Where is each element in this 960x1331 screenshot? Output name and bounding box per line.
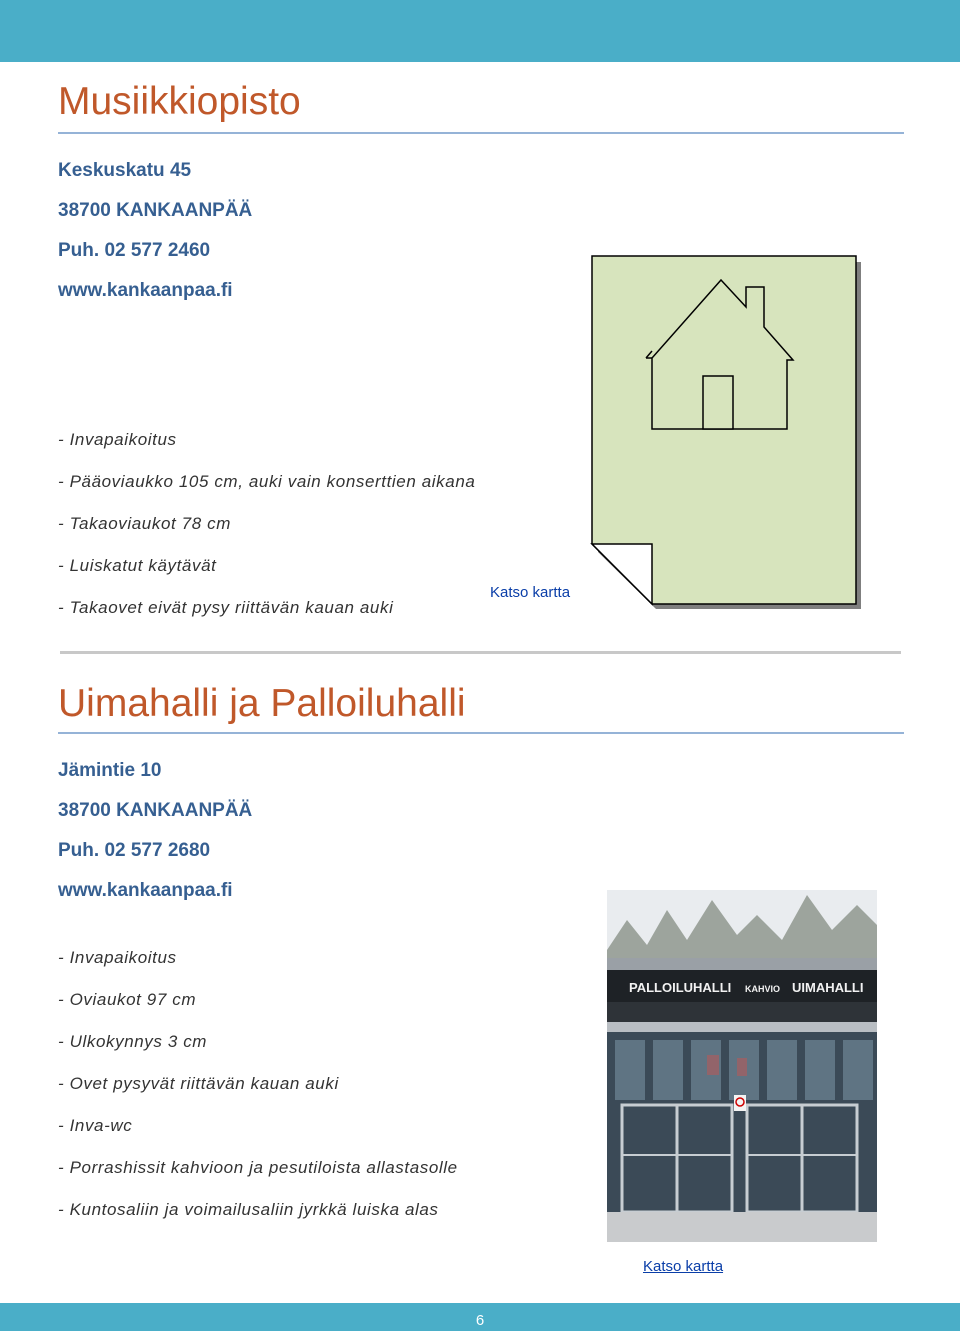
image-placeholder bbox=[588, 252, 866, 612]
section1-city: 38700 KANKAANPÄÄ bbox=[58, 200, 253, 221]
section2-feature: - Invapaikoitus bbox=[58, 948, 177, 967]
section2-title-rule bbox=[58, 732, 904, 734]
photo-sign-left: PALLOILUHALLI bbox=[629, 980, 732, 995]
section2-phone: Puh. 02 577 2680 bbox=[58, 840, 211, 861]
header-bar bbox=[0, 0, 960, 62]
section2-feature: - Oviaukot 97 cm bbox=[58, 990, 197, 1009]
section2-feature: - Porrashissit kahvioon ja pesutiloista allastasolle bbox=[58, 1158, 458, 1177]
section1-street: Keskuskatu 45 bbox=[58, 160, 192, 181]
section2-city: 38700 KANKAANPÄÄ bbox=[58, 800, 253, 821]
photo-sign-right: UIMAHALLI bbox=[792, 980, 864, 995]
section1-feature: - Luiskatut käytävät bbox=[58, 556, 217, 575]
section1-website[interactable]: www.kankaanpaa.fi bbox=[58, 280, 233, 301]
section2-website[interactable]: www.kankaanpaa.fi bbox=[58, 880, 233, 901]
section1-feature: - Invapaikoitus bbox=[58, 430, 177, 449]
photo-sign-middle: KAHVIO bbox=[745, 984, 781, 994]
section1-feature: - Takaovet eivät pysy riittävän kauan auki bbox=[58, 598, 394, 617]
building-photo bbox=[607, 890, 877, 1242]
house-icon bbox=[588, 252, 866, 612]
section2-map-link[interactable]: Katso kartta bbox=[643, 1258, 724, 1275]
page-number: 6 bbox=[475, 1312, 485, 1329]
section2-street: Jämintie 10 bbox=[58, 760, 162, 781]
section1-feature: - Takaoviaukot 78 cm bbox=[58, 514, 231, 533]
section1-title: Musiikkiopisto bbox=[58, 80, 301, 123]
section-divider bbox=[60, 651, 901, 654]
section2-title: Uimahalli ja Palloiluhalli bbox=[58, 682, 466, 725]
section2-feature: - Ovet pysyvät riittävän kauan auki bbox=[58, 1074, 339, 1093]
section2-feature: - Ulkokynnys 3 cm bbox=[58, 1032, 208, 1051]
section2-feature: - Kuntosaliin ja voimailusaliin jyrkkä luiska alas bbox=[58, 1200, 439, 1219]
section1-title-rule bbox=[58, 132, 904, 134]
section1-feature: - Pääoviaukko 105 cm, auki vain konserttien aikana bbox=[58, 472, 476, 491]
section1-map-link[interactable]: Katso kartta bbox=[490, 584, 571, 601]
section1-phone: Puh. 02 577 2460 bbox=[58, 240, 211, 261]
section2-feature: - Inva-wc bbox=[58, 1116, 133, 1135]
